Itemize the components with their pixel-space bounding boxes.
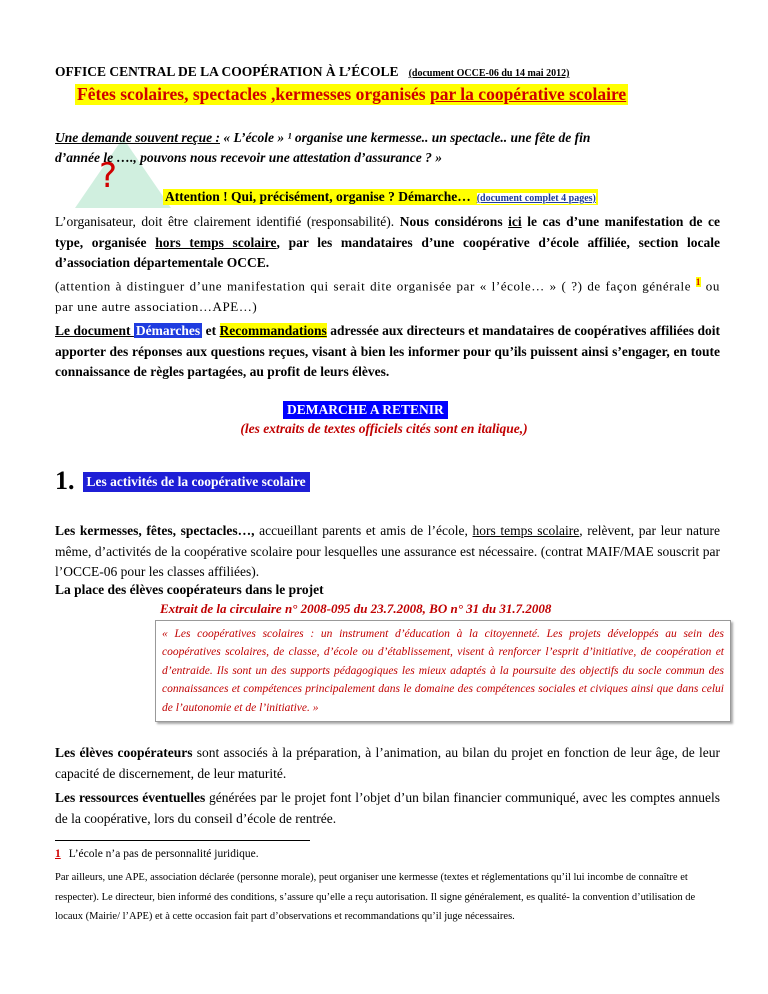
section-1-heading — [55, 458, 310, 496]
p3-text: Le document — [55, 323, 134, 338]
p4-hors-temps: hors temps scolaire — [472, 523, 580, 538]
title-part1: Fêtes scolaires, spectacles ,kermesses organisés — [77, 84, 430, 104]
extract-title: Extrait de la circulaire n° 2008-095 du 23.7.2008, BO n° 31 du 31.7.2008 — [160, 601, 552, 616]
demarche-badge: DEMARCHE A RETENIR — [283, 401, 448, 419]
demarche-subtitle: (les extraits de textes officiels cités sont en italique,) — [240, 421, 528, 436]
p1-hors-temps: hors temps scolaire — [155, 234, 277, 250]
recommandations-link[interactable]: Recommandations — [219, 323, 327, 338]
footnote-number: 1 — [55, 848, 61, 860]
p1-bold: Nous considérons — [399, 214, 509, 229]
footnote-2: Par ailleurs, une APE, association déclarée (personne morale), peut organiser une kermesse (textes et réglementations qu’il lui incombe de connaître et respecter). Le directeur, bien informé des conditions, s’assure qu’elle a reçu autorisation. Il signe généralement, es qualité- la convention d’utilisation de locaux (Mairie/ l’APE) et à cette occasion fait part d’observations et recommandations qu’il juge nécessaires. — [55, 872, 696, 922]
p1-text: L’organisateur, doit être clairement identifié (responsabilité). — [55, 214, 400, 229]
footnote-1-text: L’école n’a pas de personnalité juridique. — [68, 848, 259, 860]
p2-text-2: ou par une autre association…APE…) — [55, 278, 720, 314]
demarches-link[interactable]: Démarches — [135, 323, 201, 338]
title-part2: par la coopérative scolaire — [430, 84, 627, 104]
p7-bold: Les ressources éventuelles — [55, 790, 206, 805]
p1-ici: ici — [508, 214, 522, 229]
p1-bold-2: le cas d’une manifestation de ce type, organisée — [55, 214, 721, 250]
paragraph-distinguer — [55, 272, 720, 317]
triangle-icon — [75, 138, 171, 208]
attention-line — [163, 189, 598, 205]
doc-ref: (document OCCE-06 du 14 mai 2012) — [408, 68, 570, 79]
org-name: OFFICE CENTRAL DE LA COOPÉRATION À L’ÉCOLE — [55, 64, 399, 79]
full-document-link[interactable]: (document complet 4 pages) — [476, 193, 596, 204]
question-lead: Une demande souvent reçue : — [55, 130, 220, 145]
paragraph-kermesses — [55, 521, 720, 583]
p4-text: accueillant parents et amis de l’école, — [259, 523, 473, 538]
p3-text-2: adressée aux directeurs et mandataires de coopératives affiliées doit apporter des réponses aux questions reçues, visant à bien les informer pour qu’ils puissent ainsi s’engager, en toute connaissance de règles partagées, au profit de leurs élèves. — [55, 323, 720, 379]
paragraph-eleves-cooperateurs — [55, 743, 720, 784]
section-number: 1. — [55, 466, 75, 495]
p4-text-2: , relèvent, par leur nature même, d’activités de la coopérative scolaire pour lesquelles une assurance est nécessaire. (contrat MAIF/MAE souscrit par l’OCCE-06 pour les classes affiliées). — [55, 523, 720, 579]
p1-bold-3: , par les mandataires d’une coopérative d’école affiliée, section locale d’association départementale OCCE. — [55, 234, 720, 270]
attention-text: Attention ! Qui, précisément, organise ? Démarche… — [165, 189, 471, 204]
footnote-divider — [55, 840, 310, 841]
section-label: Les activités de la coopérative scolaire — [83, 472, 310, 492]
p6-bold: Les élèves coopérateurs — [55, 745, 193, 760]
question-mark-icon: ? — [99, 156, 118, 196]
p3-and: et — [202, 323, 220, 338]
page-title — [75, 84, 628, 105]
question-text: « L’école » ¹ organise une kermesse.. un spectacle.. une fête de fin — [219, 130, 591, 145]
p6-text: sont associés à la préparation, à l’animation, au bilan du projet en fonction de leur âge, de leur capacité de discernement, de leur maturité. — [55, 745, 720, 781]
p4-bold: Les kermesses, fêtes, spectacles…, — [55, 523, 260, 538]
paragraph-organisateur — [55, 212, 720, 274]
footnote-1 — [55, 848, 259, 860]
question-line-2: d’année le …., pouvons nous recevoir une attestation d’assurance ? » — [55, 150, 443, 165]
paragraph-ressources — [55, 788, 720, 829]
question-line-1 — [55, 130, 590, 146]
footnote-ref[interactable]: 1 — [695, 277, 701, 287]
p7-text: générées par le projet font l’objet d’un bilan financier communiqué, avec les comptes annuels de la coopérative, lors du conseil d’école de rentrée. — [55, 790, 720, 826]
header-line — [55, 64, 569, 80]
circular-quote-box: « Les coopératives scolaires : un instrument d’éducation à la citoyenneté. Les projets développés au sein des coopératives scolaires, de classe, d’école ou d’établissement, visent à renforcer l’esprit d’initiative, de coopération et d’entraide. Ils sont un des supports pédagogiques les mieux adaptés à la poursuite des objectifs du socle commun des connaissances et compétences principalement dans le domaine des compétences sociales et civiques ainsi que dans celui de l’autonomie et de l’initiative. » — [155, 620, 731, 722]
paragraph-document — [55, 321, 720, 383]
p2-text: (attention à distinguer d’une manifestation qui serait dite organisée par « l’école… » ( ?) de façon générale — [55, 278, 696, 294]
subheading-eleves: La place des élèves coopérateurs dans le projet — [55, 582, 324, 597]
